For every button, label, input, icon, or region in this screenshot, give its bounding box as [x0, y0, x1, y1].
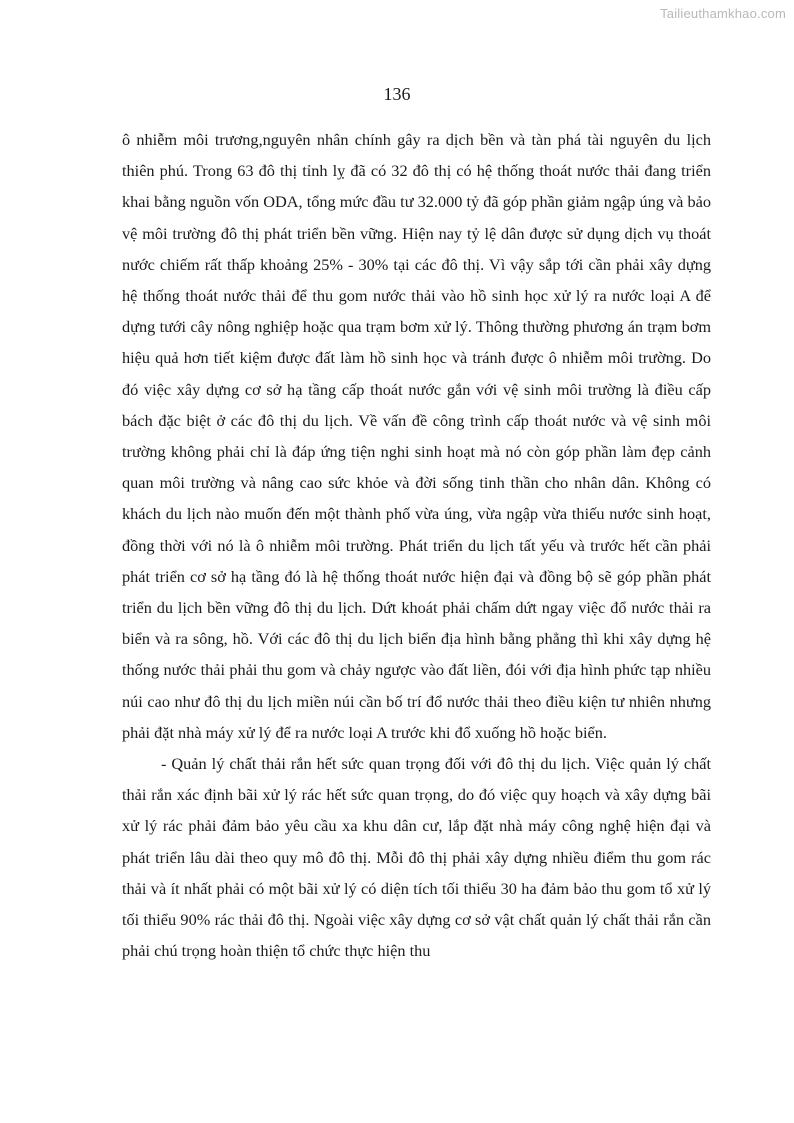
paragraph-solid-waste: - Quản lý chất thải rắn hết sức quan trọng đối với đô thị du lịch. Việc quản lý chất thải rắn xác định bãi xử lý rác hết sức quan trọng, do đó việc quy hoạch và xây dựng bãi xử lý rác phải đảm bảo yêu cầu xa khu dân cư, lắp đặt nhà máy công nghệ hiện đại và phát triển lâu dài theo quy mô đô thị. Mỗi đô thị phải xây dựng nhiều điểm thu gom rác thải và ít nhất phải có một bãi xử lý có diện tích tối thiểu 30 ha đảm bảo thu gom tổ xử lý tối thiểu 90% rác thải đô thị. Ngoài việc xây dựng cơ sở vật chất quản lý chất thải rắn cần phải chú trọng hoàn thiện tổ chức thực hiện thu	[122, 754, 711, 961]
watermark-text: Tailieuthamkhao.com	[660, 6, 786, 21]
body-text	[122, 124, 711, 966]
paragraph-wastewater: ô nhiễm môi trương,nguyên nhân chính gây ra dịch bền và tàn phá tài nguyên du lịch thiên phú. Trong 63 đô thị tỉnh lỵ đã có 32 đô thị có hệ thống thoát nước thải đang triển khai bằng nguồn vốn ODA, tổng mức đầu tư 32.000 tỷ đã góp phần giảm ngập úng và bảo vệ môi trường đô thị phát triển bền vững. Hiện nay tỷ lệ dân được sử dụng dịch vụ thoát nước chiếm rất thấp khoảng 25% - 30% tại các đô thị. Vì vậy sắp tới cần phải xây dựng hệ thống thoát nước thải để thu gom nước thải vào hồ sinh học xử lý ra nước loại A để dựng tưới cây nông nghiệp hoặc qua trạm bơm xử lý. Thông thường phương án trạm bơm hiệu quả hơn tiết kiệm được đất làm hồ sinh học và tránh được ô nhiễm môi trường. Do đó việc xây dựng cơ sở hạ tầng cấp thoát nước gắn với vệ sinh môi trường là điều cấp bách đặc biệt ở các đô thị du lịch. Về vấn đề công trình cấp thoát nước và vệ sinh môi trường không phải chỉ là đáp ứng tiện nghi sinh hoạt mà nó còn góp phần làm đẹp cảnh quan môi trường và nâng cao sức khỏe và đời sống tinh thần cho nhân dân. Không có khách du lịch nào muốn đến một thành phố vừa úng, vừa ngập vừa thiếu nước sinh hoạt, đồng thời với nó là ô nhiễm môi trường. Phát triển du lịch tất yếu và trước hết cần phải phát triển cơ sở hạ tầng đó là hệ thống thoát nước hiện đại và đồng bộ sẽ góp phần phát triển du lịch bền vững đô thị du lịch. Dứt khoát phải chấm dứt ngay việc đổ nước thải ra biển và ra sông, hồ. Với các đô thị du lịch biển địa hình bằng phẳng thì khi xây dựng hệ thống nước thải phải thu gom và chảy ngược vào đất liền, đói với địa hình phức tạp nhiều núi cao như đô thị du lịch miền núi cần bố trí đổ nước thải theo điều kiện tư nhiên nhưng phải đặt nhà máy xử lý để ra nước loại A trước khi đổ xuống hồ hoặc biển.	[122, 130, 711, 742]
page-number: 136	[383, 84, 411, 104]
